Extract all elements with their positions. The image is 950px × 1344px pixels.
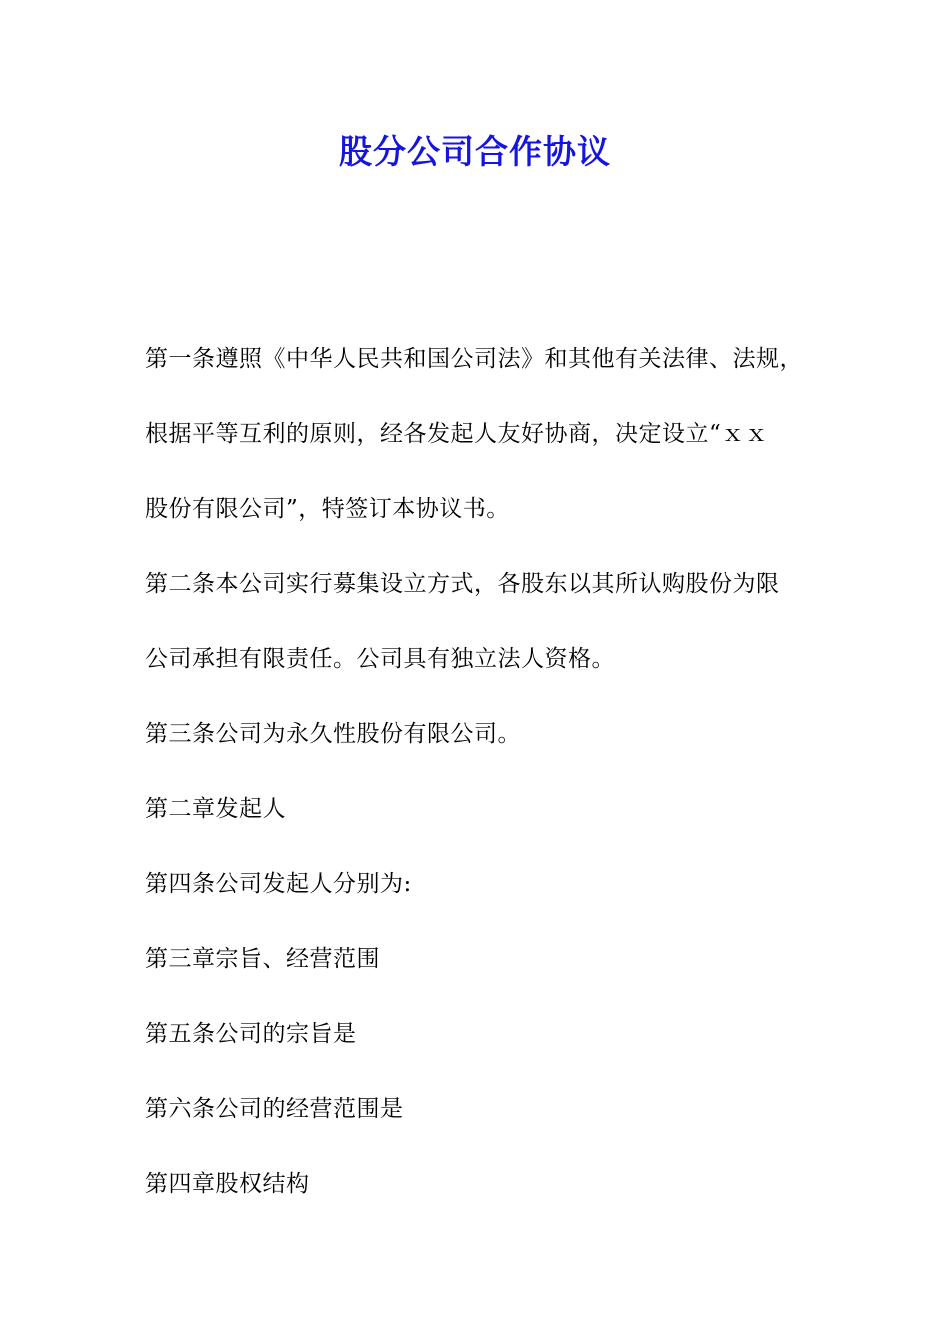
paragraph-line: 第一条遵照《中华人民共和国公司法》和其他有关法律、法规， (145, 346, 803, 372)
paragraph-line: 公司承担有限责任。公司具有独立法人资格。 (145, 646, 615, 672)
chapter-heading: 第四章股权结构 (145, 1171, 310, 1197)
chapter-heading: 第二章发起人 (145, 796, 286, 822)
paragraph-line: 第五条公司的宗旨是 (145, 1021, 357, 1047)
paragraph-line: 第三条公司为永久性股份有限公司。 (145, 721, 521, 747)
document-title: 股分公司合作协议 (339, 132, 611, 171)
paragraph-line: 第二条本公司实行募集设立方式，各股东以其所认购股份为限 (145, 571, 780, 597)
paragraph-line: 第四条公司发起人分别为: (145, 871, 412, 897)
paragraph-line: 第六条公司的经营范围是 (145, 1096, 404, 1122)
document-body (145, 322, 835, 1222)
paragraph-line: 根据平等互利的原则，经各发起人友好协商，决定设立“ｘｘ (145, 421, 769, 447)
chapter-heading: 第三章宗旨、经营范围 (145, 946, 380, 972)
paragraph-line: 股份有限公司”，特签订本协议书。 (145, 496, 510, 522)
